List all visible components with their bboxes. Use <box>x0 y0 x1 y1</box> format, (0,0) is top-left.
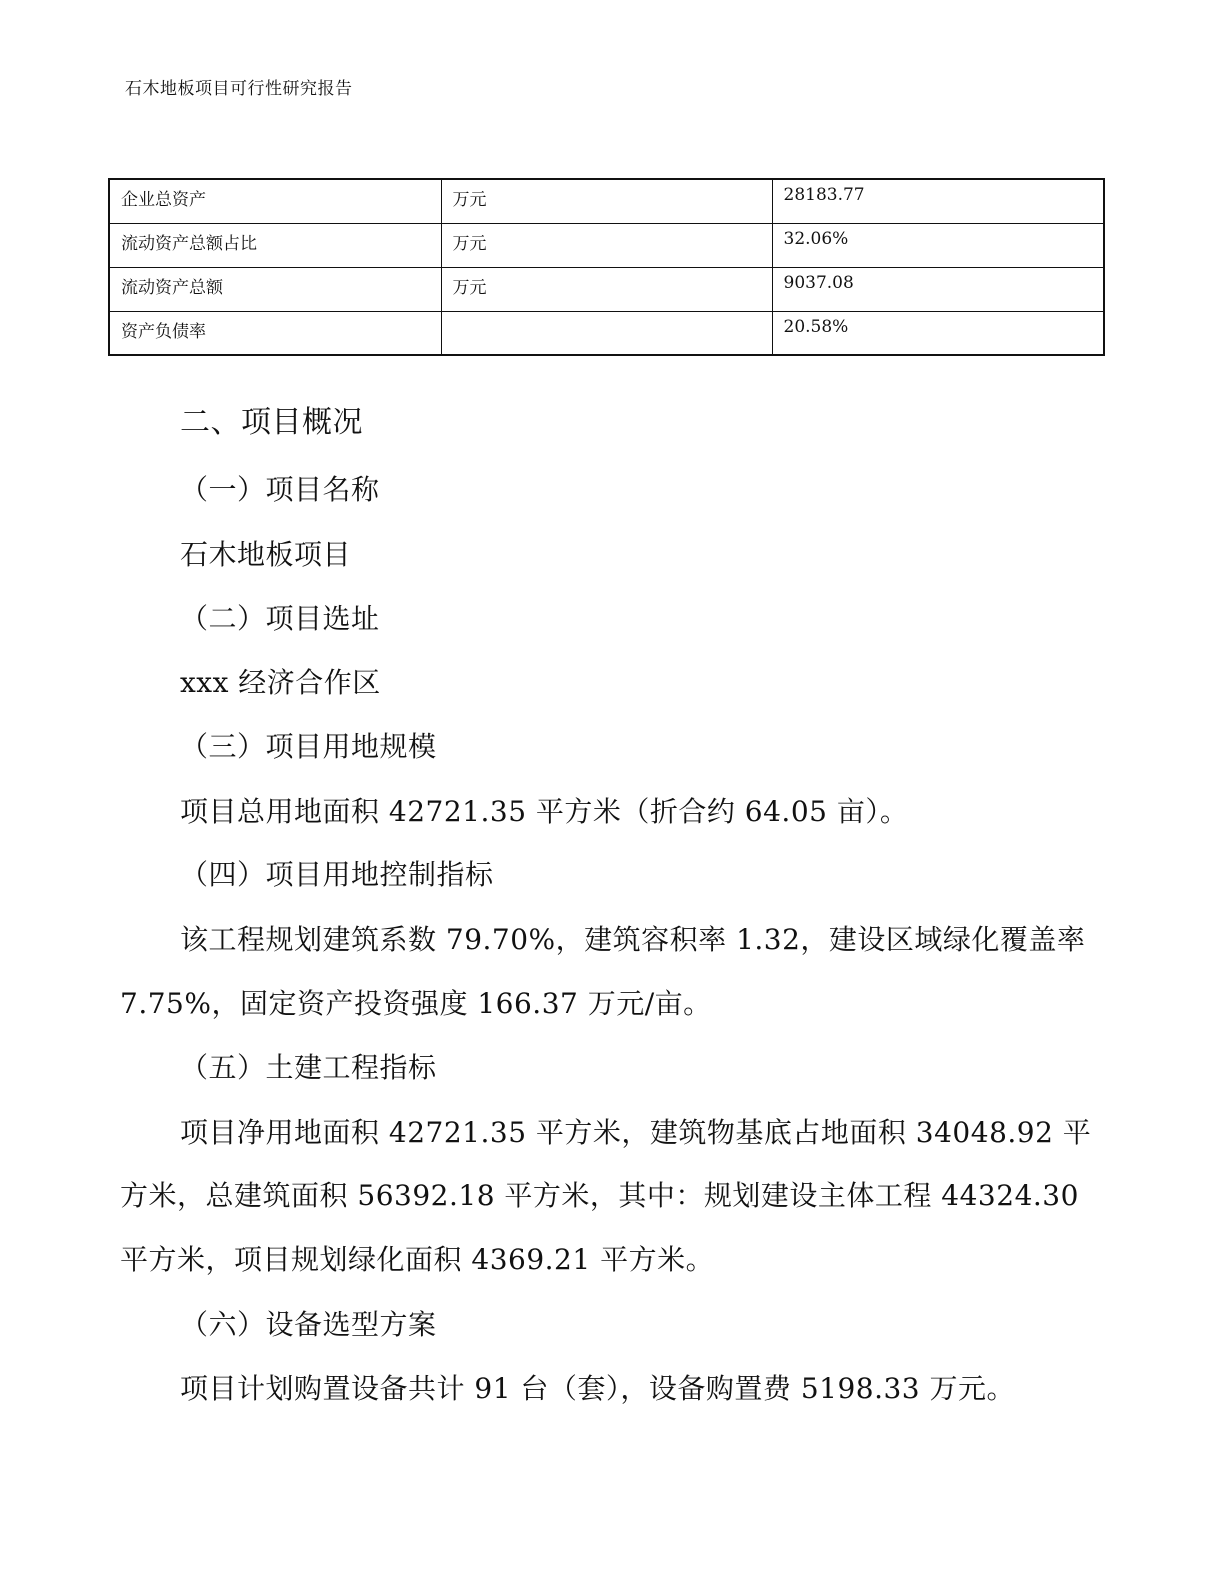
table-cell-unit: 万元 <box>441 179 772 223</box>
paragraph-land-scale: 项目总用地面积 42721.35 平方米（折合约 64.05 亩）。 <box>180 795 909 828</box>
table-row <box>109 267 1104 311</box>
paragraph-civil-works-line-3: 平方米，项目规划绿化面积 4369.21 平方米。 <box>120 1243 715 1276</box>
paragraph-land-control-line-1: 该工程规划建筑系数 79.70%，建筑容积率 1.32，建设区域绿化覆盖率 <box>180 923 1086 956</box>
table-cell-value: 20.58% <box>772 311 1104 355</box>
paragraph-project-site: xxx 经济合作区 <box>180 666 381 699</box>
table-cell-name: 流动资产总额 <box>109 267 441 311</box>
table-cell-name: 企业总资产 <box>109 179 441 223</box>
paragraph-equipment: 项目计划购置设备共计 91 台（套），设备购置费 5198.33 万元。 <box>180 1372 1016 1405</box>
subheading-equipment: （六）设备选型方案 <box>180 1308 437 1341</box>
table-row <box>109 223 1104 267</box>
table-cell-name: 流动资产总额占比 <box>109 223 441 267</box>
table-row <box>109 311 1104 355</box>
table-cell-name: 资产负债率 <box>109 311 441 355</box>
table-cell-unit: 万元 <box>441 223 772 267</box>
table-row <box>109 179 1104 223</box>
table-cell-unit: 万元 <box>441 267 772 311</box>
paragraph-civil-works-line-2: 方米，总建筑面积 56392.18 平方米，其中：规划建设主体工程 44324.30 <box>120 1179 1079 1212</box>
table-cell-value: 9037.08 <box>772 267 1104 311</box>
section-title: 二、项目概况 <box>180 405 363 440</box>
paragraph-land-control-line-2: 7.75%，固定资产投资强度 166.37 万元/亩。 <box>120 987 712 1020</box>
table-cell-unit <box>441 311 772 355</box>
summary-table <box>108 178 1105 356</box>
paragraph-civil-works-line-1: 项目净用地面积 42721.35 平方米，建筑物基底占地面积 34048.92 平 <box>180 1116 1092 1149</box>
subheading-project-site: （二）项目选址 <box>180 602 380 635</box>
table-cell-value: 28183.77 <box>772 179 1104 223</box>
subheading-project-name: （一）项目名称 <box>180 473 380 506</box>
paragraph-project-name: 石木地板项目 <box>180 538 352 571</box>
subheading-land-scale: （三）项目用地规模 <box>180 730 437 763</box>
subheading-civil-works: （五）土建工程指标 <box>180 1051 437 1084</box>
table-cell-value: 32.06% <box>772 223 1104 267</box>
running-header: 石木地板项目可行性研究报告 <box>125 79 353 99</box>
subheading-land-control: （四）项目用地控制指标 <box>180 858 494 891</box>
